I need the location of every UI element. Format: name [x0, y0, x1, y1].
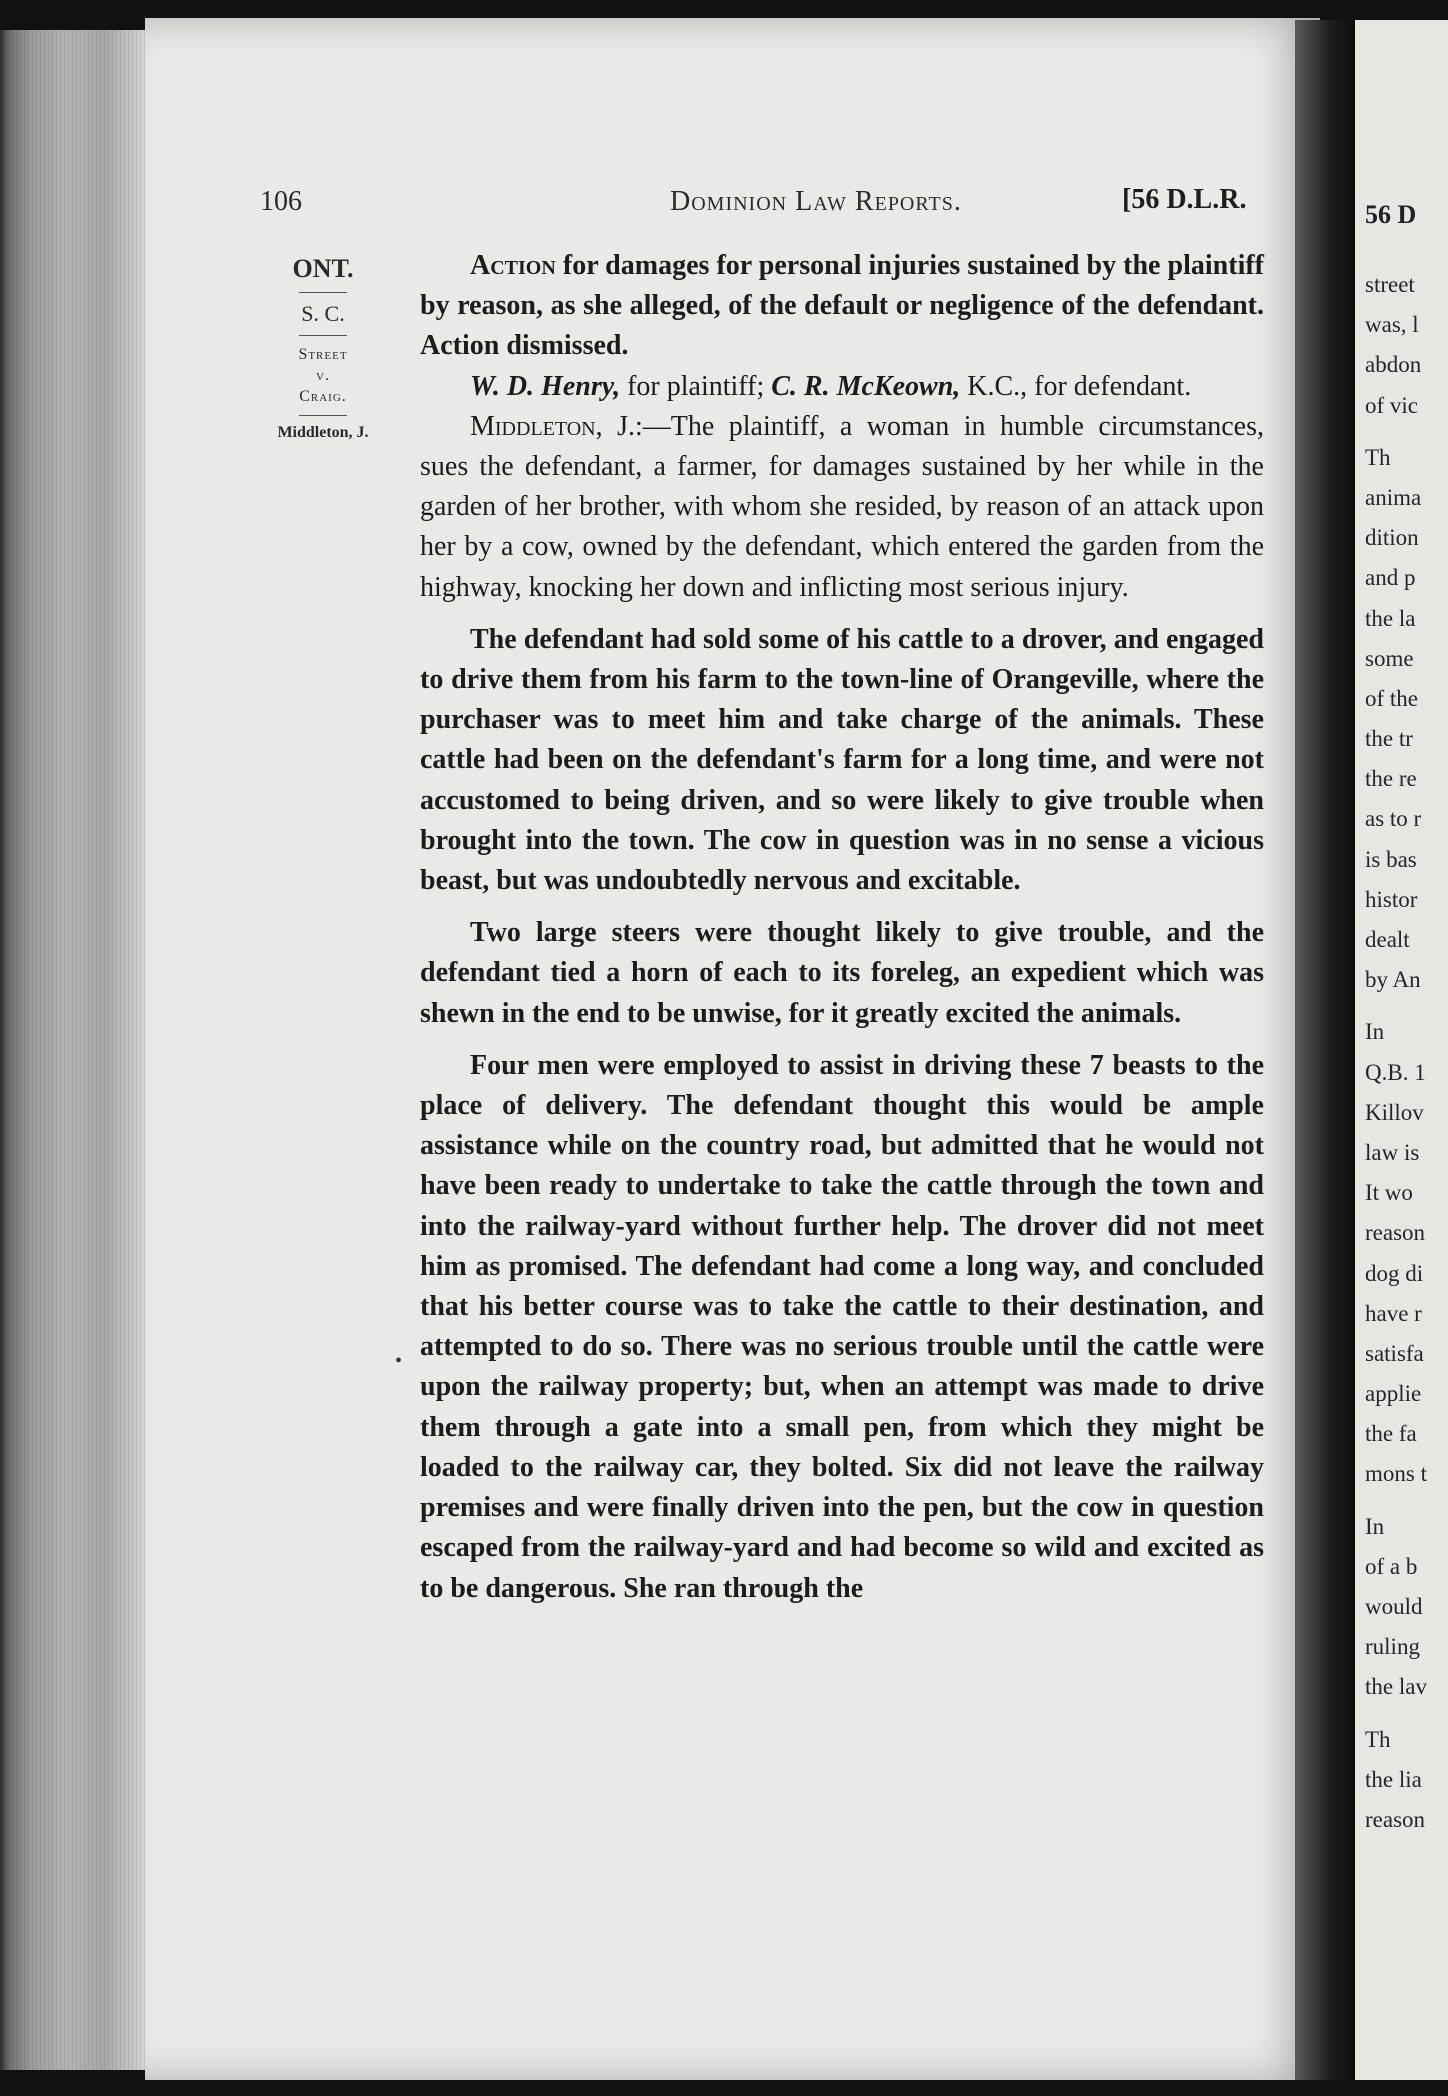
right-page-line: as to r — [1365, 806, 1422, 832]
counsel-defendant: C. R. McKeown, — [771, 370, 961, 402]
right-page-line: satisfa — [1365, 1340, 1424, 1366]
right-page-line: of the — [1365, 685, 1419, 711]
right-page-line: ruling — [1365, 1634, 1420, 1660]
right-page-line: mons t — [1365, 1461, 1427, 1487]
right-page-line: street — [1365, 272, 1415, 297]
right-page-line: anima — [1365, 484, 1422, 510]
right-page-line: the lav — [1365, 1674, 1427, 1700]
margin-division: S. C. — [301, 301, 345, 326]
margin-case-versus: v. — [316, 367, 330, 384]
right-page-line: histor — [1365, 886, 1418, 912]
right-page-line: Killov — [1365, 1099, 1424, 1125]
right-page-line: Q.B. 1 — [1365, 1059, 1426, 1085]
judgment-paragraph-4: Four men were employed to assist in driving these 7 beasts to the place of delivery. The defendant thought this would be ample assistance while on the country road, but admitted that he would not have been ready to undertake to take the cattle through the town and into the railway-yard without further help. The drover did not meet him as promised. The defendant had come a long way, and concluded that his better course was to take the cattle to their destination, and attempted to do so. There was no serious trouble until the cattle were upon the railway property; but, when an attempt was made to drive them through a gate into a small pen, from which they might be loaded to the railway car, they bolted. Six did not leave the railway premises and were finally driven into the pen, but the cow in question escaped from the railway-yard and had become so wild and excited as to be dangerous. She ran through the — [420, 1049, 1264, 1604]
right-page-line: of a b — [1365, 1553, 1418, 1579]
right-page-line: have r — [1365, 1300, 1422, 1326]
margin-judge: Middleton, J. — [277, 424, 369, 441]
right-page-line: would — [1365, 1594, 1423, 1619]
page-number: 106 — [260, 186, 302, 217]
judgment-text: :—The plaintiff, a woman in humble circumstances, sues the defendant, a farmer, for damages sustained by her while in the garden of her brother, with whom she resided, by reason of an attack upon her by a cow, owned by the defendant, which entered the garden from the highway, knocking her down and inflicting most serious injury. — [420, 410, 1264, 603]
margin-notes — [258, 254, 388, 442]
margin-dot: • — [395, 1350, 403, 1372]
counsel-paragraph — [420, 367, 1264, 407]
running-title: Dominion Law Reports. — [670, 186, 962, 217]
right-page-line: applie — [1365, 1381, 1422, 1407]
headnote-paragraph — [420, 246, 1264, 367]
right-page-line: by An — [1365, 967, 1421, 993]
right-page-line: was, l — [1365, 312, 1419, 338]
margin-case-plaintiff: Street — [298, 346, 348, 363]
right-page-line: In — [1365, 1019, 1385, 1045]
right-page-line: law is — [1365, 1139, 1420, 1165]
right-page-line: dog di — [1365, 1260, 1424, 1286]
volume-reference: [56 D.L.R. — [1122, 184, 1247, 215]
counsel-plaintiff: W. D. Henry, — [470, 370, 621, 402]
right-page-line: the re — [1365, 766, 1417, 792]
right-page-line: abdon — [1365, 352, 1422, 378]
margin-case-name — [258, 344, 388, 407]
judge-lead: Middleton, J. — [470, 410, 635, 442]
margin-divider — [299, 292, 347, 293]
right-page-lines — [1365, 265, 1427, 1840]
margin-divider — [299, 335, 347, 336]
right-page-line: the lia — [1365, 1766, 1422, 1792]
judgment-paragraph-2: The defendant had sold some of his cattle to a drover, and engaged to drive them from his farm to the town-line of Orangeville, where the purchaser was to meet him and take charge of the animals. These cattle had been on the defendant's farm for a long time, and were not accustomed to being driven, and so were likely to give trouble when brought into the town. The cow in question was in no sense a vicious beast, but was undoubtedly nervous and excitable. — [420, 623, 1264, 897]
right-page-line: In — [1365, 1513, 1385, 1539]
right-page-line: dealt — [1365, 927, 1410, 952]
margin-divider — [299, 415, 347, 416]
counsel-defendant-role: K.C., for defendant. — [960, 370, 1192, 402]
counsel-plaintiff-role: for plaintiff; — [620, 370, 772, 402]
right-page-line: the fa — [1365, 1421, 1417, 1447]
right-page-line: the la — [1365, 605, 1416, 631]
right-page-line: Th — [1365, 444, 1391, 470]
judgment-paragraph-1 — [420, 407, 1264, 608]
right-page-line: Th — [1365, 1726, 1391, 1752]
right-page-line: is bas — [1365, 846, 1417, 872]
right-page-header: 56 D — [1365, 200, 1417, 229]
body-text — [420, 246, 1264, 1609]
right-page-line: and p — [1365, 565, 1416, 591]
action-text: for damages for personal injuries sustained by the plaintiff by reason, as she alleged, of the default or negligence of the defendant. Action dismissed. — [420, 250, 1264, 362]
right-page-line: dition — [1365, 525, 1419, 551]
right-page-line: reason — [1365, 1220, 1426, 1246]
right-page — [1355, 20, 1448, 2080]
right-page-line: of vic — [1365, 392, 1419, 418]
judgment-paragraph-3: Two large steers were thought likely to give trouble, and the defendant tied a horn of each to its foreleg, an expedient which was shewn in the end to be unwise, for it greatly excited the animals. — [420, 917, 1264, 1029]
page-block-texture — [8, 30, 148, 2070]
book-gutter — [1295, 20, 1355, 2080]
margin-case-defendant: Craig. — [299, 388, 347, 405]
right-page-line: It wo — [1365, 1180, 1413, 1206]
right-page-line: some — [1365, 645, 1414, 671]
margin-court: ONT. — [292, 254, 354, 283]
right-page-line: reason — [1365, 1806, 1426, 1832]
action-lead: Action — [470, 250, 556, 281]
right-page-line: the tr — [1365, 726, 1413, 752]
